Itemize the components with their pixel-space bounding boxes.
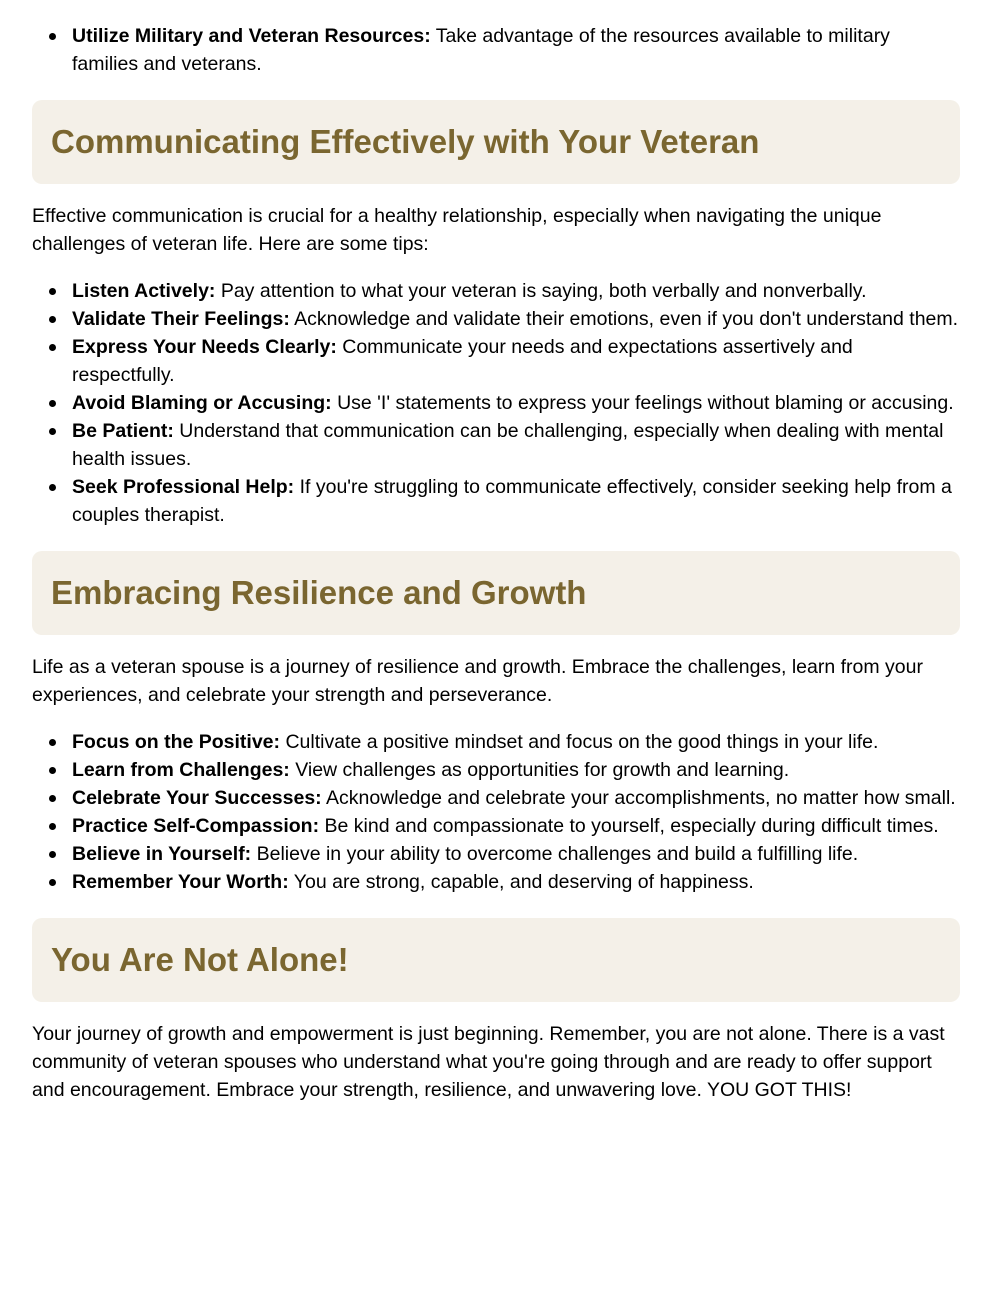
list-item [32, 728, 960, 756]
list-item [32, 840, 960, 868]
top-list [32, 22, 960, 78]
bullet-icon [49, 851, 56, 858]
list-item-text: Take advantage of the resources available to military families and veterans. [72, 25, 890, 75]
communication-tips-list [32, 277, 960, 529]
list-item [32, 333, 960, 389]
list-item-title: Practice Self-Compassion: [72, 815, 320, 837]
list-item-title: Express Your Needs Clearly: [72, 336, 337, 358]
list-item-title: Learn from Challenges: [72, 759, 290, 781]
list-item [32, 784, 960, 812]
list-item-text: Acknowledge and celebrate your accomplishments, no matter how small. [321, 787, 956, 809]
bullet-icon [49, 288, 56, 295]
bullet-icon [49, 823, 56, 830]
bullet-icon [49, 428, 56, 435]
section-header-communicating [32, 100, 960, 184]
bullet-icon [49, 767, 56, 774]
list-item-title: Be Patient: [72, 420, 174, 442]
list-item [32, 417, 960, 473]
list-item [32, 22, 960, 78]
list-item-title: Avoid Blaming or Accusing: [72, 392, 332, 414]
list-item-text: Understand that communication can be challenging, especially when dealing with mental health issues. [72, 420, 944, 470]
section-heading: Communicating Effectively with Your Veteran [51, 123, 760, 160]
bullet-icon [49, 400, 56, 407]
list-item-text: Use 'I' statements to express your feelings without blaming or accusing. [331, 392, 954, 414]
resilience-tips-list [32, 728, 960, 896]
list-item-text: Believe in your ability to overcome challenges and build a fulfilling life. [251, 843, 859, 865]
bullet-icon [49, 316, 56, 323]
section-intro: Effective communication is crucial for a healthy relationship, especially when navigating the unique challenges of veteran life. Here are some tips: [32, 205, 882, 255]
section-header-resilience [32, 551, 960, 635]
list-item-title: Believe in Yourself: [72, 843, 252, 865]
list-item-title: Listen Actively: [72, 280, 216, 302]
bullet-icon [49, 739, 56, 746]
list-item [32, 473, 960, 529]
list-item [32, 812, 960, 840]
section-heading: You Are Not Alone! [51, 941, 349, 978]
section-intro: Life as a veteran spouse is a journey of resilience and growth. Embrace the challenges, learn from your experiences, and celebrate your strength and perseverance. [32, 656, 923, 706]
document-page [0, 22, 982, 1304]
bullet-icon [49, 484, 56, 491]
list-item-text: You are strong, capable, and deserving of happiness. [288, 871, 754, 893]
list-item-text: View challenges as opportunities for growth and learning. [289, 759, 790, 781]
list-item-title: Utilize Military and Veteran Resources: [72, 25, 431, 47]
closing-paragraph: Your journey of growth and empowerment is just beginning. Remember, you are not alone. There is a vast community of veteran spouses who understand what you're going through and are ready to offer support and encouragement. Embrace your strength, resilience, and unwavering love. YOU GOT THIS! [32, 1023, 945, 1101]
list-item-title: Validate Their Feelings: [72, 308, 290, 330]
list-item [32, 756, 960, 784]
list-item-title: Remember Your Worth: [72, 871, 289, 893]
bullet-icon [49, 795, 56, 802]
list-item [32, 305, 960, 333]
list-item [32, 868, 960, 896]
bullet-icon [49, 879, 56, 886]
list-item-text: Acknowledge and validate their emotions, even if you don't understand them. [289, 308, 959, 330]
list-item-text: Cultivate a positive mindset and focus on the good things in your life. [280, 731, 879, 753]
list-item-title: Seek Professional Help: [72, 476, 295, 498]
section-heading: Embracing Resilience and Growth [51, 574, 587, 611]
list-item-text: Communicate your needs and expectations assertively and respectfully. [72, 336, 853, 386]
list-item-title: Celebrate Your Successes: [72, 787, 322, 809]
list-item-text: Be kind and compassionate to yourself, especially during difficult times. [319, 815, 939, 837]
list-item-text: If you're struggling to communicate effectively, consider seeking help from a couples therapist. [72, 476, 952, 526]
list-item [32, 277, 960, 305]
bullet-icon [49, 344, 56, 351]
list-item-text: Pay attention to what your veteran is saying, both verbally and nonverbally. [215, 280, 867, 302]
section-header-not-alone [32, 918, 960, 1002]
list-item-title: Focus on the Positive: [72, 731, 281, 753]
list-item [32, 389, 960, 417]
bullet-icon [49, 33, 56, 40]
